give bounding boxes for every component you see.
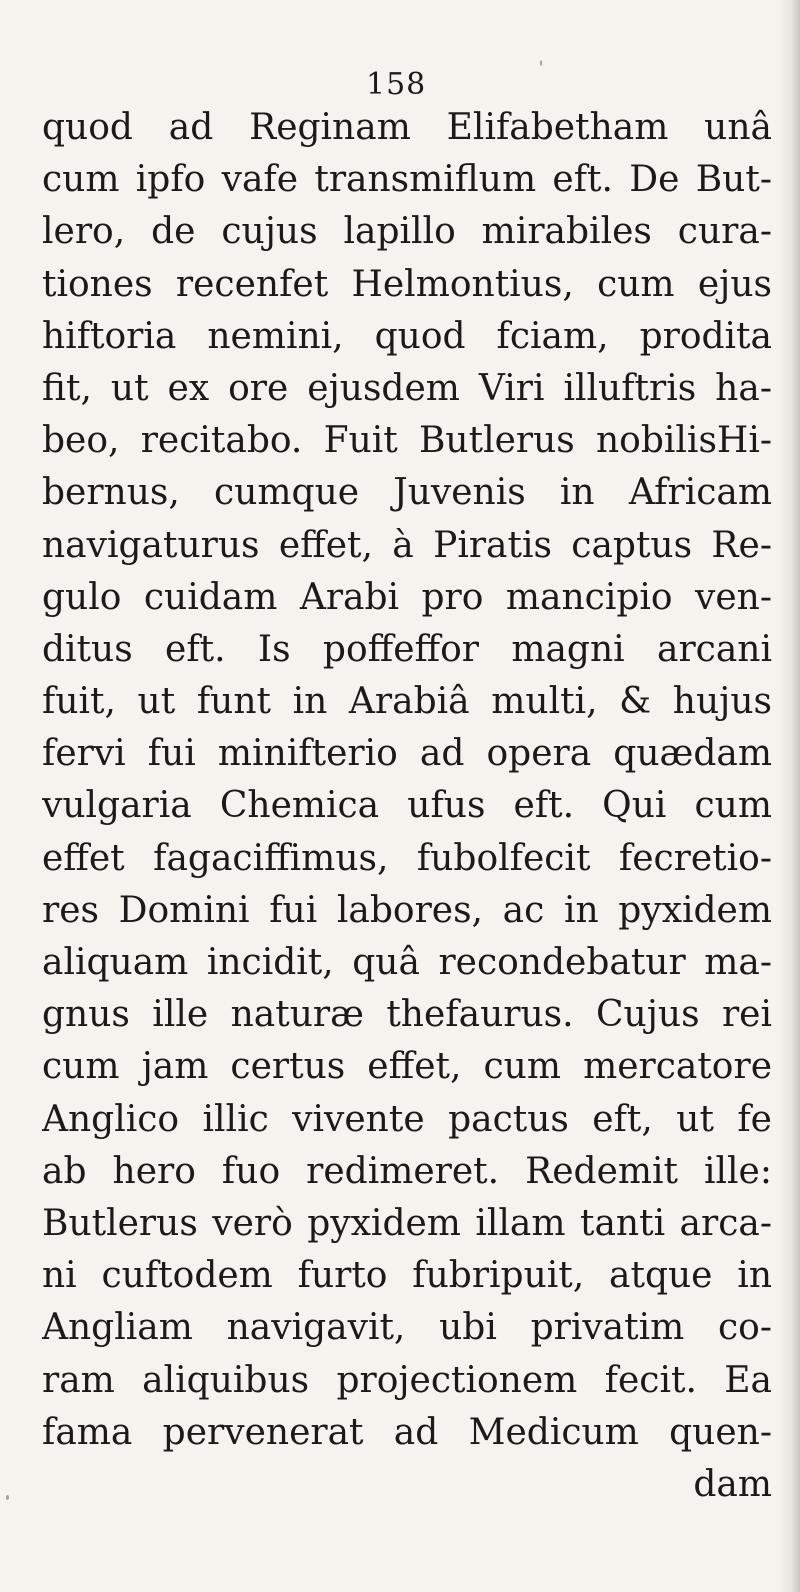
text-line: aliquam incidit, quâ recondebatur ma-: [42, 942, 772, 983]
text-line: fervi fui minifterio ad opera quædam: [42, 733, 772, 775]
text-line: Butlerus verò pyxidem illam tanti arca-: [42, 1202, 772, 1244]
text-line: fuit, ut funt in Arabiâ multi, & hujus: [42, 681, 772, 723]
body-text: [42, 102, 772, 1511]
text-line: gnus ille naturæ thefaurus. Cujus rei: [42, 994, 772, 1036]
text-line: ab hero fuo redimeret. Redemit ille:: [42, 1150, 772, 1192]
paper-speck: [6, 1495, 9, 1500]
text-line: bernus, cumque Juvenis in Africam: [42, 472, 772, 514]
text-line: Anglico illic vivente pactus eft, ut fe: [42, 1098, 772, 1140]
text-line: quod ad Reginam Elifabetham unâ: [42, 107, 772, 148]
text-line: cum ipfo vafe transmiflum eft. De But-: [42, 159, 772, 201]
text-line: ni cuftodem furto fubripuit, atque in: [42, 1255, 772, 1297]
text-line: Angliam navigavit, ubi privatim co-: [42, 1307, 772, 1349]
text-line: lero, de cujus lapillo mirabiles cura-: [42, 211, 772, 253]
text-line: fit, ut ex ore ejusdem Viri illuftris ha-: [42, 367, 772, 409]
text-line: tiones recenfet Helmontius, cum ejus: [42, 263, 772, 305]
text-line: res Domini fui labores, ac in pyxidem: [42, 889, 772, 931]
paper-speck: [540, 60, 542, 66]
text-line: ditus eft. Is poffeffor magni arcani: [42, 628, 772, 670]
text-line: vulgaria Chemica ufus eft. Qui cum: [42, 785, 772, 827]
text-line: hiftoria nemini, quod fciam, prodita: [42, 315, 772, 357]
page-edge-shadow: [778, 0, 800, 1592]
text-line: effet fagaciffimus, fubolfecit fecretio-: [42, 837, 772, 879]
text-line: gulo cuidam Arabi pro mancipio ven-: [42, 576, 772, 618]
text-line: ram aliquibus projectionem fecit. Ea: [42, 1359, 772, 1401]
text-line: fama pervenerat ad Medicum quen-: [42, 1411, 772, 1453]
text-line: cum jam certus effet, cum mercatore: [42, 1046, 772, 1088]
catchword: dam: [693, 1463, 772, 1505]
page-number: 158: [366, 67, 427, 102]
text-line: beo, recitabo. Fuit Butlerus nobilisHi-: [42, 420, 772, 462]
text-line: navigaturus effet, à Piratis captus Re-: [42, 524, 772, 566]
